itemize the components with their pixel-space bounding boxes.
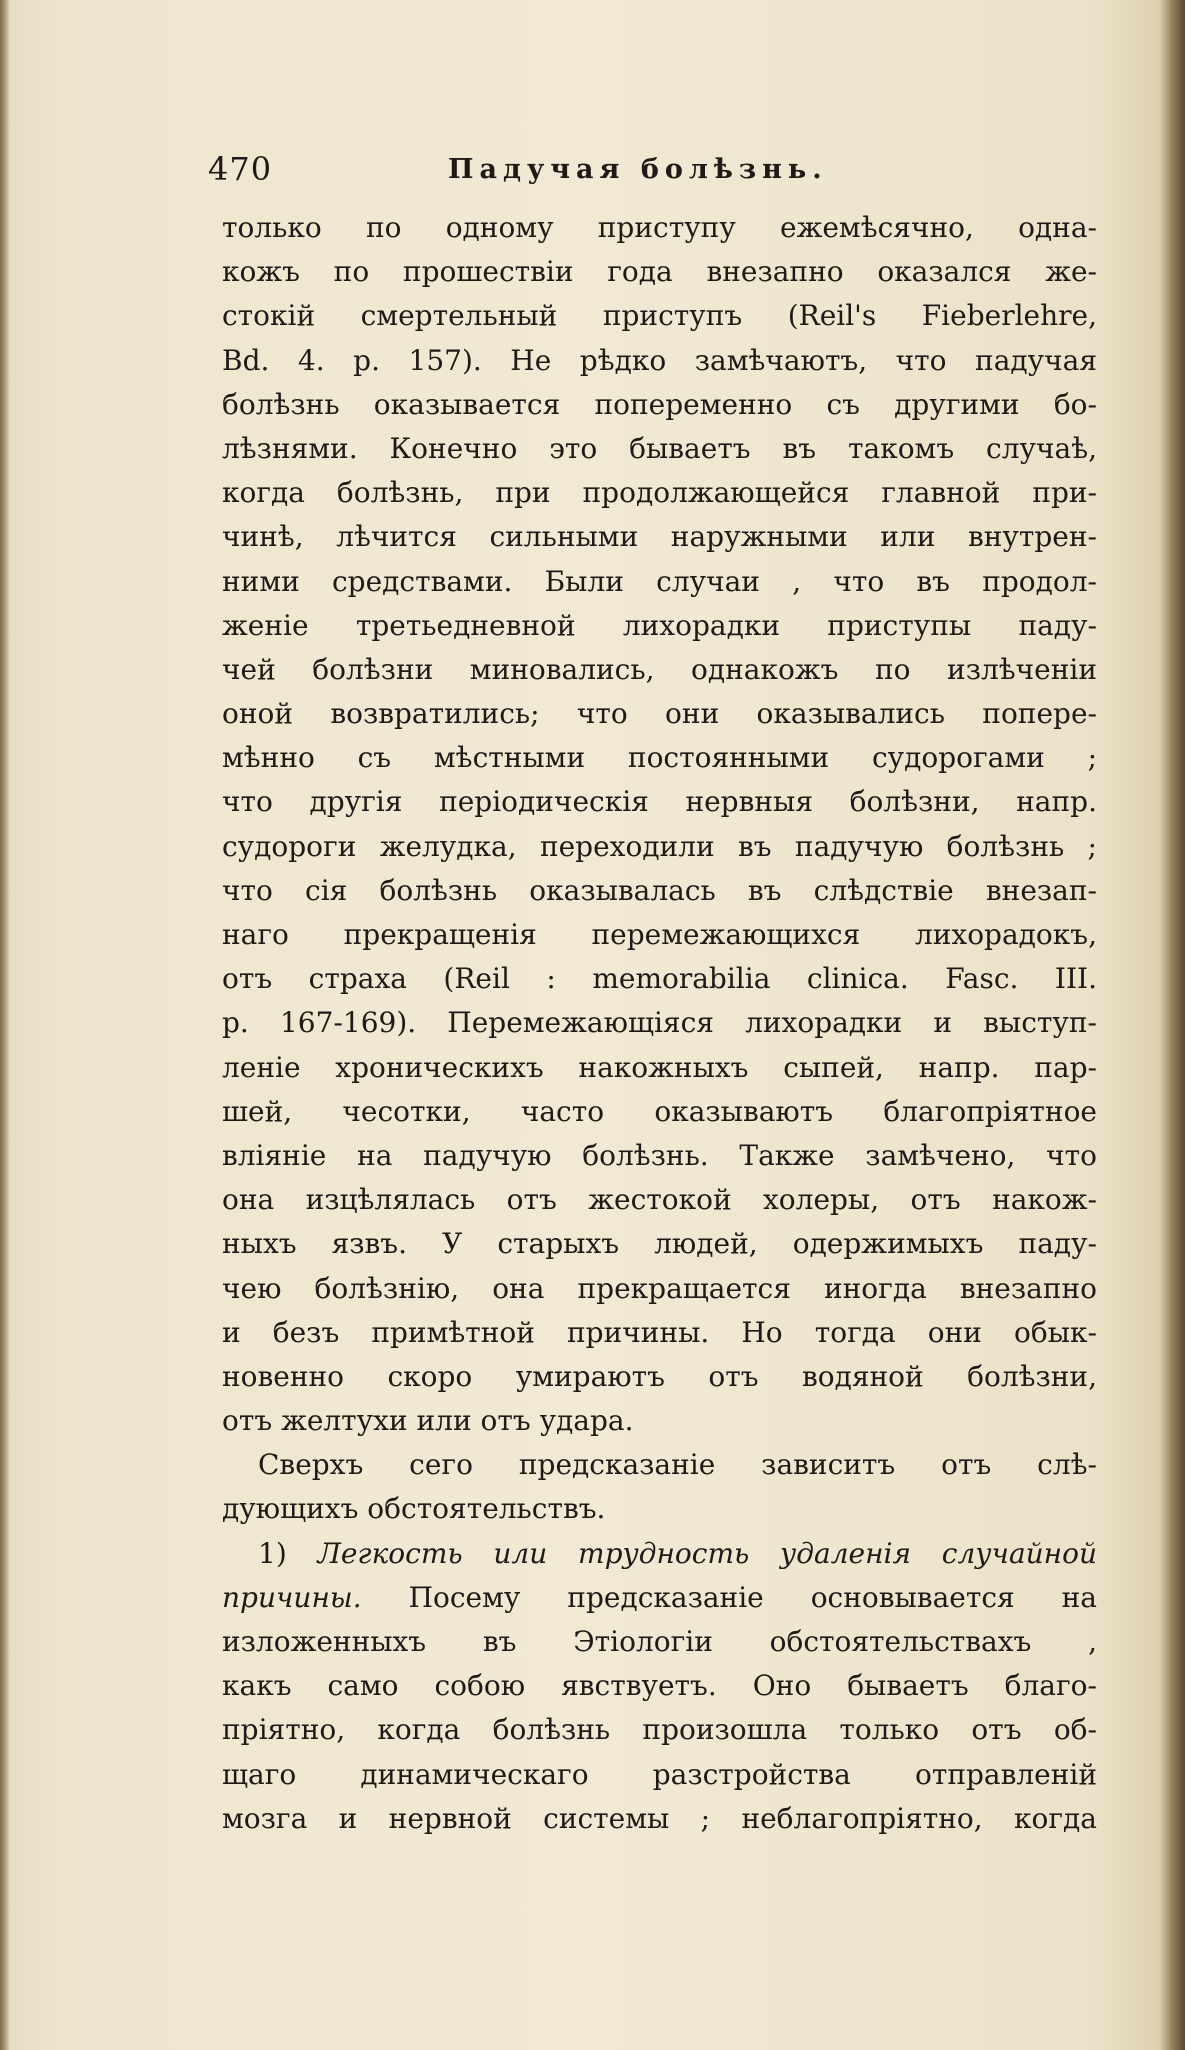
text-line: судороги желудка, переходили въ падучую болѣзнь ; <box>222 829 1097 863</box>
numbered-item-line <box>222 1576 1097 1620</box>
text-line: лѣзнями. Конечно это бываетъ въ такомъ случаѣ, <box>222 431 1097 465</box>
text-line: леніе хроническихъ накожныхъ сыпей, напр. пар- <box>222 1050 1097 1084</box>
text-line: шей, чесотки, часто оказываютъ благопріятное <box>222 1094 1097 1128</box>
page-edge-shadow <box>1159 0 1185 2050</box>
text-line: кожъ по прошествіи года внезапно оказался же- <box>222 255 1097 289</box>
text-line: только по одному приступу ежемѣсячно, одна- <box>222 211 1097 244</box>
text-line: когда болѣзнь, при продолжающейся главной при- <box>222 476 1097 510</box>
text-line: что другія періодическія нервныя болѣзни, напр. <box>222 785 1097 819</box>
text-line: отъ желтухи или отъ удара. <box>222 1404 634 1438</box>
item-italic-title: Легкость или трудность удаленія случайной <box>317 1536 1097 1570</box>
text-line: пріятно, когда болѣзнь произошла только отъ об- <box>222 1713 1097 1747</box>
text-line: стокій смертельный приступъ (Reil's Fieberlehre, <box>222 299 1097 333</box>
running-title: Падучая болѣзнь. <box>448 154 828 185</box>
page-gutter-shadow <box>0 0 10 2050</box>
paragraph-line: Сверхъ сего предсказаніе зависитъ отъ слѣ- <box>258 1448 1097 1482</box>
text-line: отъ страха (Reil : memorabilia clinica. Fasc. III. <box>222 962 1097 996</box>
text-line: изложенныхъ въ Этіологіи обстоятельствахъ , <box>222 1625 1097 1658</box>
text-line: она изцѣлялась отъ жестокой холеры, отъ накож- <box>222 1183 1097 1217</box>
text-line: болѣзнь оказывается попеременно съ другими бо- <box>222 387 1097 421</box>
text-line: вліяніе на падучую болѣзнь. Также замѣчено, что <box>222 1138 1097 1172</box>
text-line: мозга и нервной системы ; неблагопріятно, когда <box>222 1801 1097 1835</box>
body-text <box>222 206 1097 1841</box>
text-line: новенно скоро умираютъ отъ водяной болѣзни, <box>222 1359 1097 1393</box>
paragraph-line: дующихъ обстоятельствъ. <box>222 1492 606 1526</box>
item-number: 1) <box>258 1536 287 1570</box>
text-line: Bd. 4. p. 157). Не рѣдко замѣчаютъ, что падучая <box>222 343 1097 377</box>
text-line: ныхъ язвъ. У старыхъ людей, одержимыхъ паду- <box>222 1227 1097 1261</box>
page-number: 470 <box>208 150 273 188</box>
text-line: какъ само собою явствуетъ. Оно бываетъ благо- <box>222 1669 1097 1703</box>
numbered-item-heading <box>222 1532 1097 1576</box>
text-line: и безъ примѣтной причины. Но тогда они обык- <box>222 1315 1097 1349</box>
text-line: p. 167-169). Перемежающіяся лихорадки и выступ- <box>222 1006 1097 1040</box>
text-line: щаго динамическаго разстройства отправленій <box>222 1757 1097 1791</box>
text-line: чею болѣзнію, она прекращается иногда внезапно <box>222 1271 1097 1305</box>
text-line: что сія болѣзнь оказывалась въ слѣдствіе внезап- <box>222 873 1097 907</box>
text-line: наго прекращенія перемежающихся лихорадокъ, <box>222 918 1097 951</box>
page-header <box>208 150 1098 200</box>
text-line: ними средствами. Были случаи , что въ продол- <box>222 564 1097 598</box>
item-text: Посему предсказаніе основывается на <box>408 1580 1097 1614</box>
text-line: женіе третьедневной лихорадки приступы паду- <box>222 608 1097 642</box>
text-line: чинѣ, лѣчится сильными наружными или внутрен- <box>222 520 1097 554</box>
text-line: мѣнно съ мѣстными постоянными судорогами ; <box>222 741 1097 775</box>
item-italic-title-end: причины. <box>222 1580 362 1614</box>
text-line: оной возвратились; что они оказывались попере- <box>222 697 1097 731</box>
text-line: чей болѣзни миновались, однакожъ по излѣченіи <box>222 652 1097 686</box>
